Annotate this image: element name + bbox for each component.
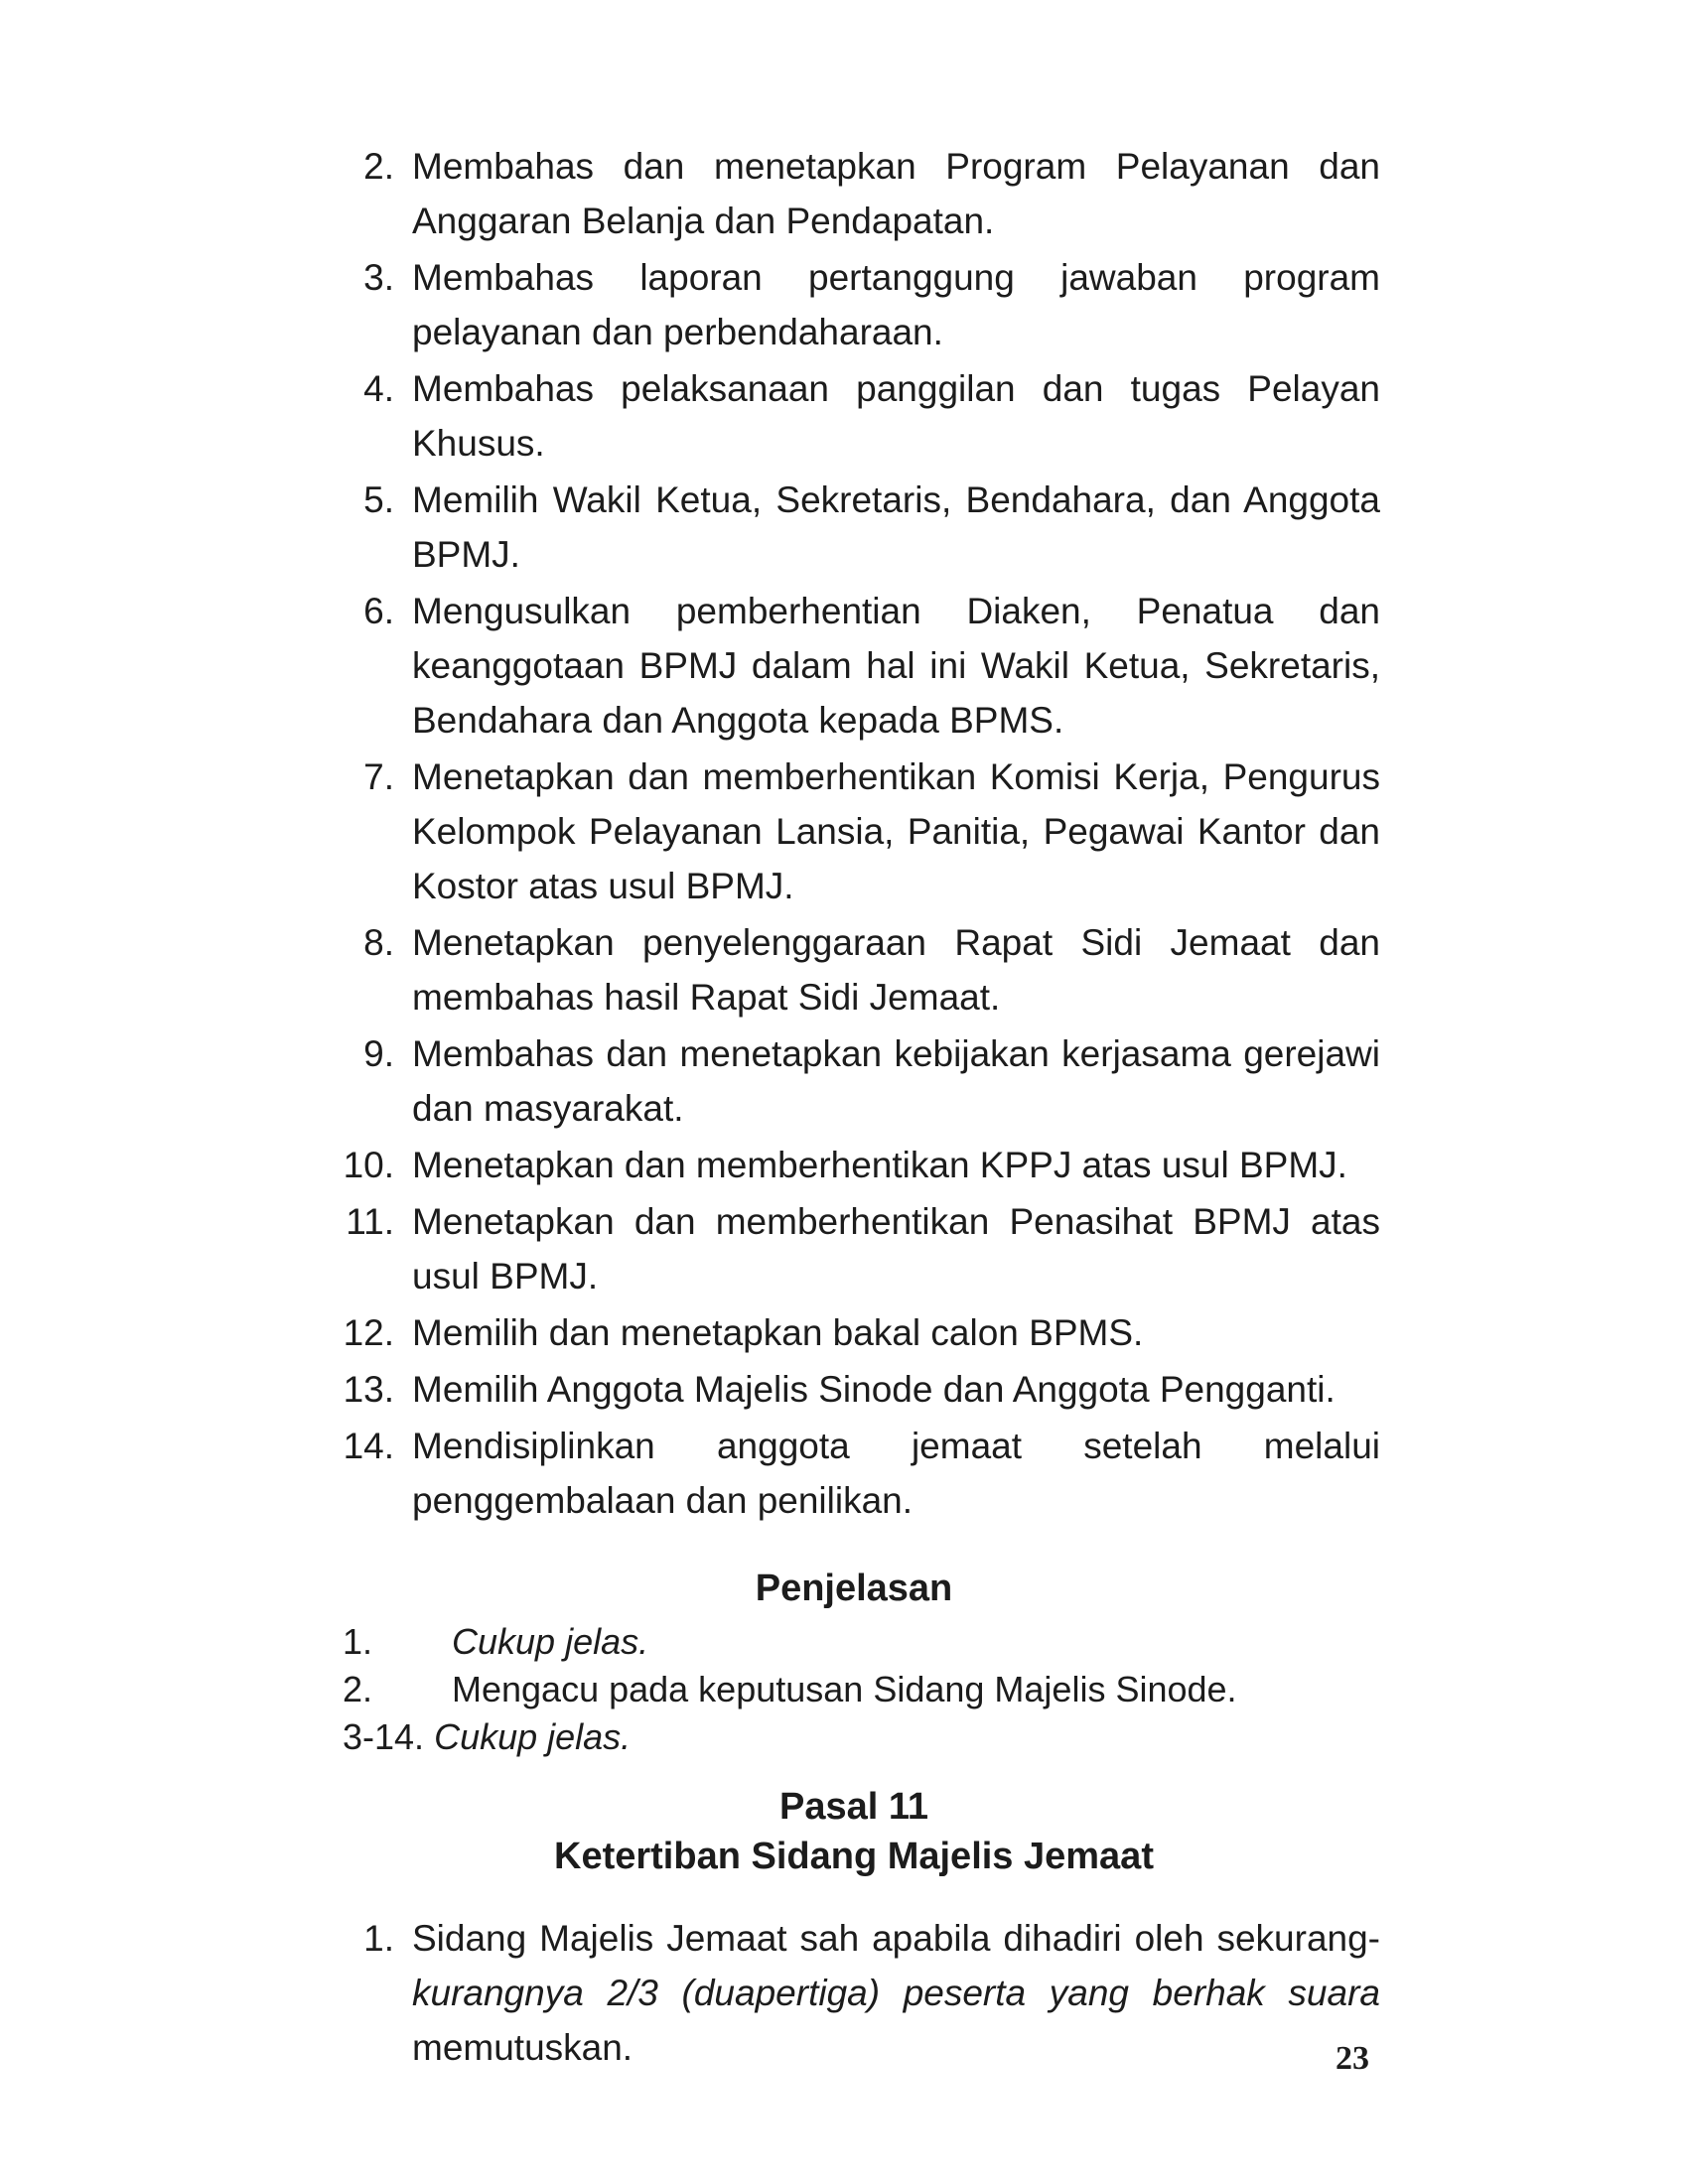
item-text: Menetapkan penyelenggaraan Rapat Sidi Jemaat dan membahas hasil Rapat Sidi Jemaat. <box>412 922 1380 1018</box>
item-number: 1. <box>363 1918 394 1959</box>
item-number: 8. <box>363 922 394 963</box>
item-number: 10. <box>343 1145 394 1185</box>
item-text: Membahas dan menetapkan kebijakan kerjasama gerejawi dan masyarakat. <box>412 1033 1380 1129</box>
penjelasan-number: 3-14. <box>343 1716 425 1757</box>
item-number: 4. <box>363 368 394 409</box>
item-text: Mendisiplinkan anggota jemaat setelah melalui penggembalaan dan penilikan. <box>412 1426 1380 1521</box>
item-text: Menetapkan dan memberhentikan Komisi Kerja, Pengurus Kelompok Pelayanan Lansia, Panitia, Pegawai Kantor dan Kostor atas usul BPMJ. <box>412 756 1380 906</box>
item-number: 12. <box>343 1312 394 1353</box>
page-number: 23 <box>1336 2040 1369 2077</box>
penjelasan-number: 2. <box>343 1669 373 1709</box>
numbered-list <box>328 139 1380 1530</box>
item-text <box>412 1911 1380 2075</box>
list-item <box>328 1026 1380 1136</box>
penjelasan-row <box>343 1618 1385 1666</box>
list-item <box>328 915 1380 1024</box>
penjelasan-text: Cukup jelas. <box>434 1716 632 1757</box>
list-item <box>328 750 1380 913</box>
item-number: 14. <box>343 1426 394 1466</box>
pasal-title: Pasal 11 <box>778 1786 929 1828</box>
item-text: Membahas laporan pertanggung jawaban program pelayanan dan perbendaharaan. <box>412 257 1380 352</box>
list-item <box>328 1911 1380 2075</box>
item-text: Memilih Wakil Ketua, Sekretaris, Bendahara, dan Anggota BPMJ. <box>412 479 1380 575</box>
item-number: 2. <box>363 146 394 187</box>
item-text: Membahas pelaksanaan panggilan dan tugas Pelayan Khusus. <box>412 368 1380 464</box>
list-item <box>328 473 1380 582</box>
item-number: 9. <box>363 1033 394 1074</box>
item-number: 6. <box>363 591 394 631</box>
list-item <box>328 1138 1380 1192</box>
list-item <box>328 584 1380 748</box>
penjelasan-text: Mengacu pada keputusan Sidang Majelis Sinode. <box>452 1669 1237 1709</box>
penjelasan-number: 1. <box>343 1621 373 1662</box>
list-item <box>328 1419 1380 1528</box>
list-item <box>328 139 1380 248</box>
item-text-line: kurangnya 2/3 (duapertiga) peserta yang berhak suara <box>412 1973 1380 2013</box>
item-text: Mengusulkan pemberhentian Diaken, Penatua dan keanggotaan BPMJ dalam hal ini Wakil Ketua, Sekretaris, Bendahara dan Anggota kepada BPMS. <box>412 591 1380 741</box>
item-text-line: Sidang Majelis Jemaat sah apabila dihadiri oleh sekurang- <box>412 1918 1380 1959</box>
item-text: Memilih dan menetapkan bakal calon BPMS. <box>412 1312 1144 1353</box>
penjelasan-row <box>343 1666 1385 1713</box>
penjelasan-text: Cukup jelas. <box>452 1621 649 1662</box>
item-text: Memilih Anggota Majelis Sinode dan Anggota Pengganti. <box>412 1369 1336 1410</box>
list-item <box>328 361 1380 471</box>
pasal-subtitle: Ketertiban Sidang Majelis Jemaat <box>554 1836 1154 1877</box>
list-item <box>328 250 1380 359</box>
penjelasan-heading: Penjelasan <box>755 1568 953 1609</box>
item-number: 7. <box>363 756 394 797</box>
item-number: 11. <box>346 1201 394 1242</box>
item-number: 13. <box>343 1369 394 1410</box>
pasal-list <box>328 1911 1380 2077</box>
list-item <box>328 1194 1380 1303</box>
item-text: Membahas dan menetapkan Program Pelayanan dan Anggaran Belanja dan Pendapatan. <box>412 146 1380 241</box>
penjelasan-list <box>343 1618 1385 1761</box>
list-item <box>328 1305 1380 1360</box>
item-text-line: memutuskan. <box>412 2027 633 2068</box>
item-text: Menetapkan dan memberhentikan Penasihat BPMJ atas usul BPMJ. <box>412 1201 1380 1297</box>
item-number: 5. <box>363 479 394 520</box>
list-item <box>328 1362 1380 1417</box>
item-number: 3. <box>363 257 394 298</box>
penjelasan-row <box>343 1713 1385 1761</box>
item-text: Menetapkan dan memberhentikan KPPJ atas usul BPMJ. <box>412 1145 1347 1185</box>
